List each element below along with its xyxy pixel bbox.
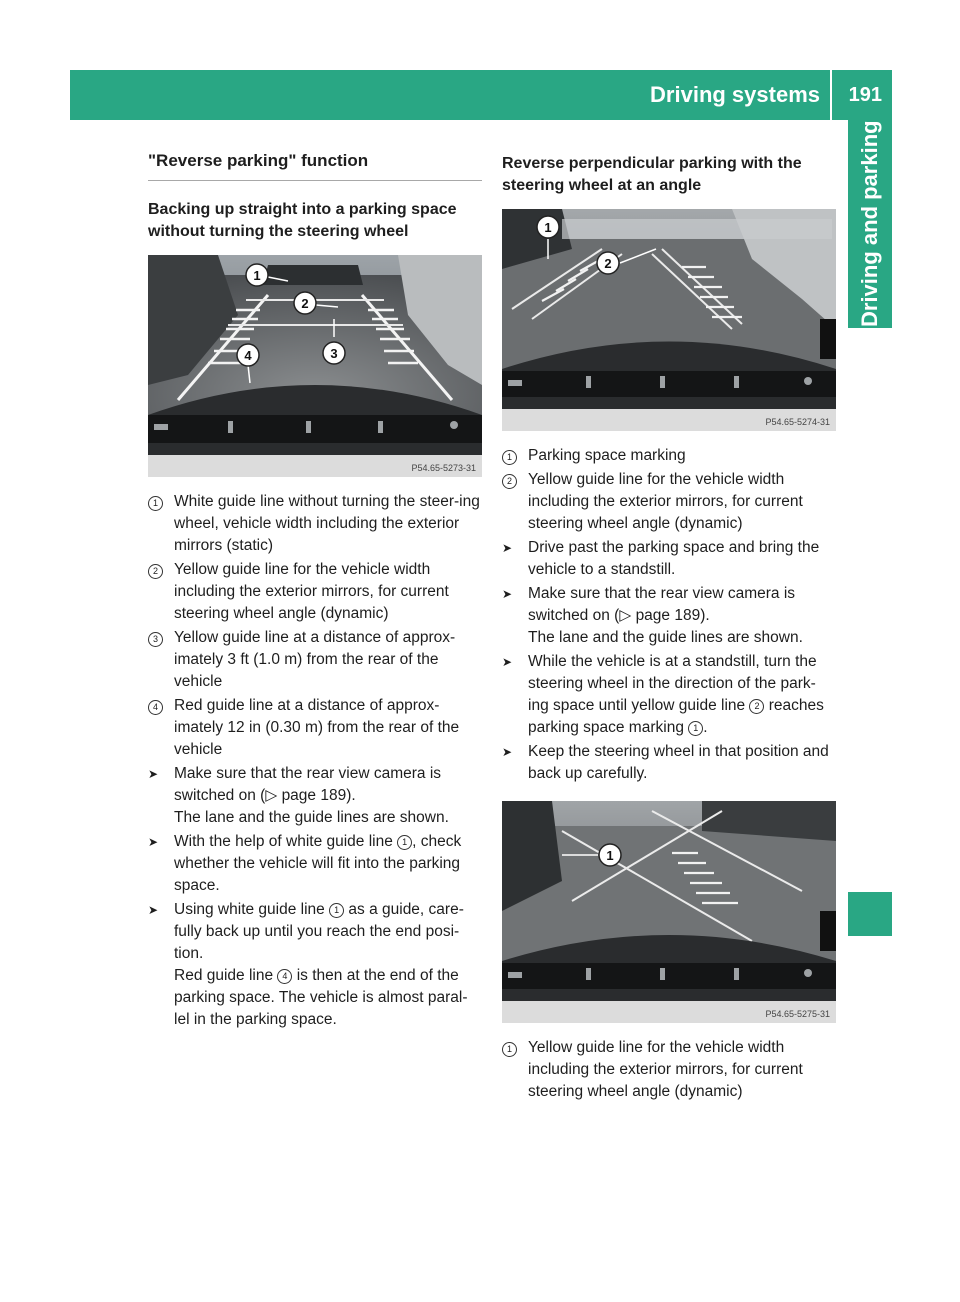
arrow-right-icon: ➤ (502, 541, 513, 555)
circled-number-icon: 1 (397, 835, 412, 850)
figure-code: P54.65-5273-31 (411, 463, 476, 473)
arrow-right-icon: ➤ (148, 835, 159, 849)
step-item: ➤ Keep the steering wheel in that position and back up carefully. (502, 743, 829, 782)
callout-1: 1 (544, 220, 552, 235)
callout-1: 1 (253, 268, 261, 283)
section-title: "Reverse parking" function (148, 150, 482, 181)
legend-item: 2 Yellow guide line for the vehicle width including the exterior mirrors, for current steering wheel angle (dynamic) (148, 559, 482, 625)
camera-image-angle (502, 209, 836, 431)
legend-item: 2 Yellow guide line for the vehicle width including the exterior mirrors, for current steering wheel angle (dynamic) (502, 469, 836, 535)
spacer (502, 787, 836, 801)
callout-1: 1 (606, 848, 614, 863)
subheading-straight: Backing up straight into a parking space without turning the steering wheel (148, 201, 457, 240)
legend-item: 1 White guide line without turning the steer-ing wheel, vehicle width including the exterior mirrors (static) (148, 491, 482, 557)
legend-item: 4 Red guide line at a distance of approx-imately 12 in (0.30 m) from the rear of the vehicle (148, 695, 482, 761)
step-item: ➤ Make sure that the rear view camera is switched on (▷ page 189). The lane and the guide lines are shown. (502, 585, 803, 646)
triangle-right-icon: ▷ (619, 607, 632, 624)
arrow-right-icon: ➤ (502, 587, 513, 601)
camera-image-straight (148, 255, 482, 477)
triangle-right-icon: ▷ (265, 787, 278, 804)
step-item: ➤ While the vehicle is at a standstill, turn the steering wheel in the direction of the park-ing space until yellow guide line 2 reaches parking space marking 1 . (502, 653, 824, 736)
circled-number-icon: 2 (749, 699, 764, 714)
legend-item: 1 Parking space marking (502, 445, 836, 467)
side-marker-block (848, 892, 892, 936)
callout-2: 2 (301, 296, 309, 311)
side-tab-label: Driving and parking (857, 120, 882, 328)
left-column (148, 150, 482, 1033)
circled-number-icon: 3 (148, 632, 163, 647)
page-reference-link[interactable]: page 189 (635, 607, 701, 624)
legend-list-left (148, 491, 482, 761)
step-item: ➤ Drive past the parking space and bring the vehicle to a standstill. (502, 539, 820, 578)
right-column (502, 150, 836, 1105)
page-number: 191 (848, 84, 882, 106)
arrow-right-icon: ➤ (148, 903, 159, 917)
circled-number-icon: 1 (502, 450, 517, 465)
callout-4: 4 (244, 348, 252, 363)
callout-2: 2 (604, 256, 612, 271)
circled-number-icon: 2 (502, 474, 517, 489)
circled-number-icon: 2 (148, 564, 163, 579)
subheading-angle: Reverse perpendicular parking with the steering wheel at an angle (502, 155, 802, 194)
camera-figure-straight (148, 255, 482, 477)
circled-number-icon: 1 (329, 903, 344, 918)
step-list-right (502, 537, 836, 785)
step-list-left (148, 763, 482, 1031)
camera-figure-final (502, 801, 836, 1023)
arrow-right-icon: ➤ (502, 745, 513, 759)
circled-number-icon: 4 (148, 700, 163, 715)
figure-code: P54.65-5275-31 (765, 1009, 830, 1019)
circled-number-icon: 1 (688, 721, 703, 736)
legend-list-final (502, 1037, 836, 1103)
header-divider (830, 70, 832, 120)
camera-figure-angle (502, 209, 836, 431)
arrow-right-icon: ➤ (148, 767, 159, 781)
header-bar (70, 70, 892, 120)
step-item: ➤ Using white guide line 1 as a guide, care-fully back up until you reach the end posi-tion. Red guide line 4 is then at the end of the parking space. The vehicle is almost paral-lel in the parking space. (148, 901, 468, 1028)
circled-number-icon: 1 (502, 1042, 517, 1057)
page-reference-link[interactable]: page 189 (281, 787, 347, 804)
camera-image-final (502, 801, 836, 1023)
arrow-right-icon: ➤ (502, 655, 513, 669)
circled-number-icon: 1 (148, 496, 163, 511)
step-item: ➤ Make sure that the rear view camera is switched on (▷ page 189). The lane and the guide lines are shown. (148, 765, 449, 826)
circled-number-icon: 4 (277, 969, 292, 984)
legend-item: 3 Yellow guide line at a distance of approx-imately 3 ft (1.0 m) from the rear of the vehicle (148, 627, 482, 693)
callout-3: 3 (330, 346, 338, 361)
step-item: ➤ With the help of white guide line 1 , check whether the vehicle will fit into the parking space. (148, 833, 462, 894)
chapter-title: Driving systems (650, 82, 820, 107)
figure-code: P54.65-5274-31 (765, 417, 830, 427)
legend-item: 1 Yellow guide line for the vehicle width including the exterior mirrors, for current steering wheel angle (dynamic) (502, 1037, 836, 1103)
legend-list-right (502, 445, 836, 535)
